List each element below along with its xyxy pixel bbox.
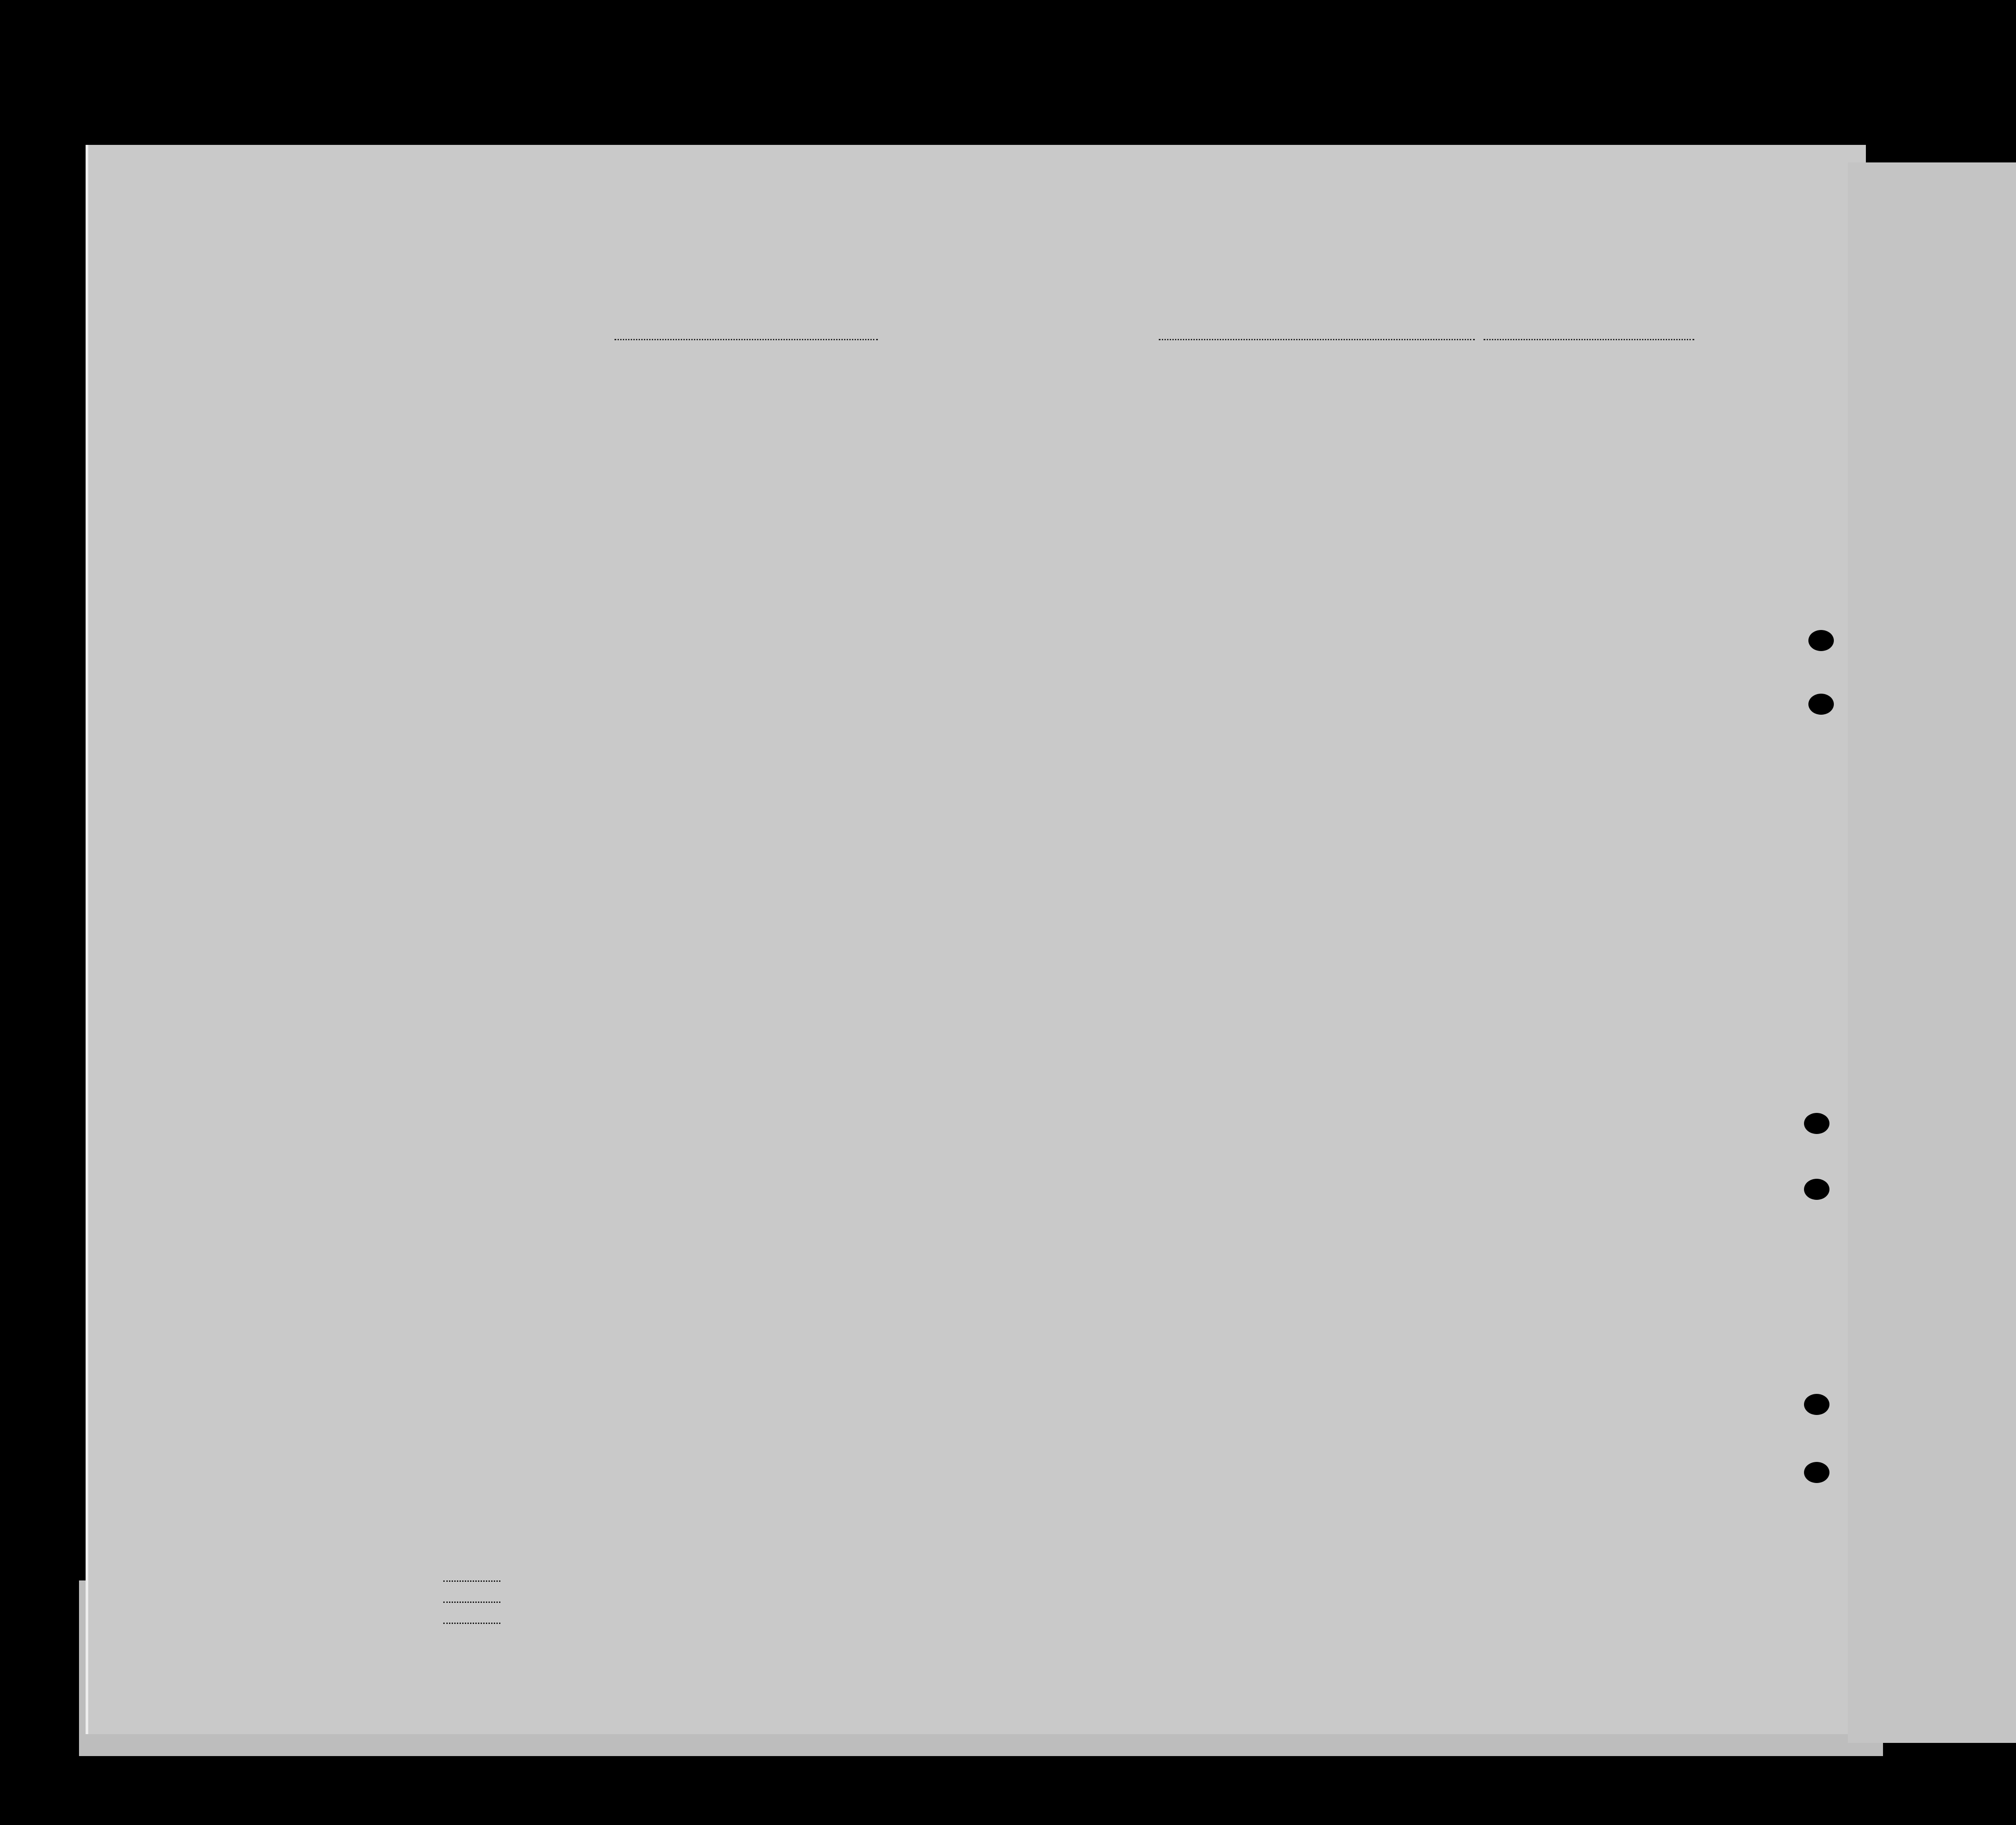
manifest-sheet [86, 145, 1866, 1734]
punch-hole [1804, 1179, 1829, 1200]
punch-hole [1808, 630, 1834, 651]
punch-hole [1804, 1462, 1829, 1483]
footer-line-3 [443, 1623, 500, 1624]
ship-line [615, 339, 878, 340]
punch-hole [1808, 694, 1834, 715]
date-line [1484, 339, 1694, 340]
footer-line-2 [443, 1602, 500, 1603]
port-line [1159, 339, 1475, 340]
punch-hole [1804, 1113, 1829, 1134]
next-sheet-edge [1848, 162, 2016, 1743]
footer-line-1 [443, 1580, 500, 1582]
punch-hole [1804, 1394, 1829, 1415]
